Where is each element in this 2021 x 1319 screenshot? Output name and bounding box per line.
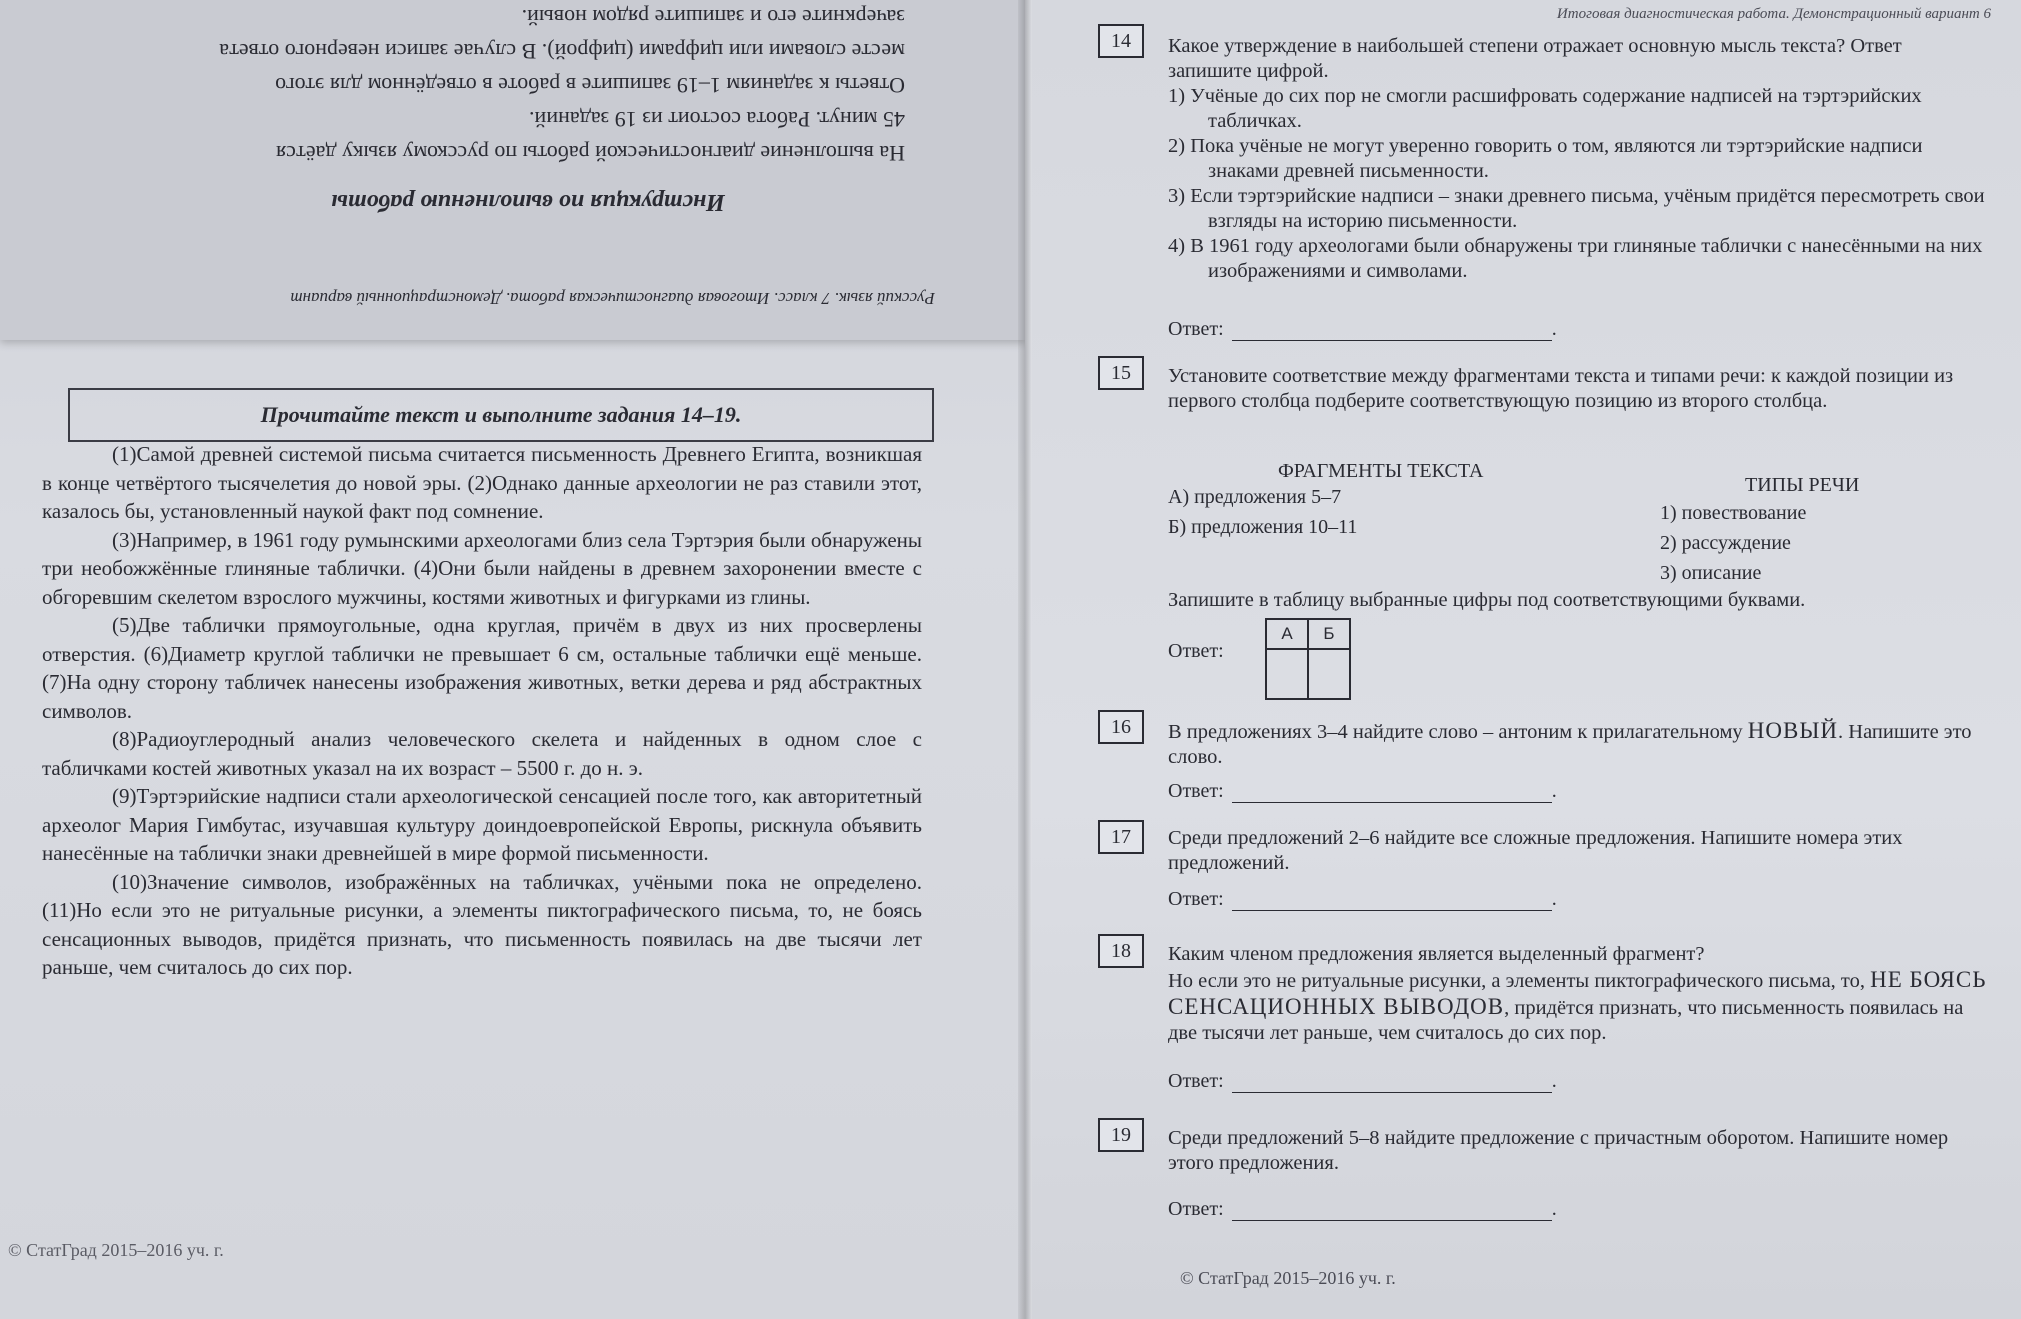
reading-paragraph: (3)Например, в 1961 году румынскими археологами близ села Тэртэрия были обнаружены три необожжённые глиняные таблички. (4)Они были найдены в древнем захоронении вместе с обгоревшим скелетом взрослого мужчины, костями животных и фигурками из глины.	[42, 527, 922, 609]
flap-instructions	[105, 0, 905, 170]
question-14-option-2: 2) Пока учёные не могут уверенно говорить о том, являются ли тэртэрийские надписи знаками древней письменности.	[1168, 135, 1923, 182]
table-header-a: А	[1266, 619, 1308, 649]
answer-blank[interactable]	[1232, 320, 1552, 341]
question-16-text: В предложениях 3–4 найдите слово – антоним к прилагательному	[1168, 721, 1743, 743]
question-number-15: 15	[1098, 356, 1144, 390]
table-header-b: Б	[1308, 619, 1350, 649]
answer-blank[interactable]	[1232, 1200, 1552, 1221]
answer-14[interactable]: Ответ: .	[1168, 318, 1557, 340]
question-18-text-end: , придётся признать, что письменность появилась на две тысячи лет раньше, чем считалось до сих пор.	[1168, 997, 1964, 1044]
reading-paragraph: (1)Самой древней системой письма считается письменность Древнего Египта, возникшая в конце четвёртого тысячелетия до новой эры. (2)Однако данные археологии не раз ставили этот, казалось бы, установленный наукой факт под сомнение.	[42, 442, 922, 523]
reading-text	[42, 440, 922, 982]
answer-cell-b[interactable]	[1308, 649, 1350, 699]
question-18-highlight: НЕ БОЯСЬ СЕНСАЦИОННЫХ ВЫВОДОВ	[1168, 967, 1987, 1019]
question-14-option-3: 3) Если тэртэрийские надписи – знаки древнего письма, учёным придётся пересмотреть свои взгляды на историю письменности.	[1168, 185, 1985, 232]
question-14	[1168, 34, 1988, 284]
flap-line: Ответы к заданиям 1–19 запишите в работе в отведённом для этого	[275, 73, 905, 98]
question-16	[1168, 718, 1988, 770]
fragment-a: А) предложения 5–7	[1168, 486, 1342, 508]
reading-paragraph: (9)Тэртэрийские надписи стали археологической сенсацией после того, как авторитетный археолог Мария Гимбутас, изучавшая культуру доиндоевропейской Европы, рискнула объявить нанесённые на таблички знаки древнейшей в мире формой письменности.	[42, 784, 922, 865]
flap-line: На выполнение диагностической работы по русскому языку даётся	[276, 141, 905, 166]
answer-label: Ответ:	[1168, 1198, 1224, 1220]
question-number-19: 19	[1098, 1118, 1144, 1152]
flap-line: 45 минут. Работа состоит из 19 заданий.	[529, 107, 905, 132]
question-14-option-1: 1) Учёные до сих пор не смогли расшифровать содержание надписей на тэртэрийских табличках.	[1168, 85, 1922, 132]
answer-blank[interactable]	[1232, 782, 1552, 803]
question-number-17: 17	[1098, 820, 1144, 854]
page-fold	[1018, 0, 1032, 1319]
answer-blank[interactable]	[1232, 1072, 1552, 1093]
answer-blank[interactable]	[1232, 890, 1552, 911]
flap-header: Русский язык. 7 класс. Итоговая диагностическая работа. Демонстрационный вариант	[290, 289, 935, 308]
question-18-sentence	[1168, 967, 1988, 1046]
question-number-14: 14	[1098, 24, 1144, 58]
fragment-b: Б) предложения 10–11	[1168, 516, 1358, 538]
copyright-left: © СтатГрад 2015–2016 уч. г.	[8, 1240, 224, 1260]
reading-paragraph: (10)Значение символов, изображённых на табличках, учёными пока не определено. (11)Но если это не ритуальные рисунки, а элементы пиктографического письма, то, не боясь сенсационных выводов, придётся признать, что письменность появилась на две тысячи лет раньше, чем считалось до сих пор.	[42, 869, 922, 979]
question-14-option-4: 4) В 1961 году археологами были обнаружены три глиняные таблички с нанесёнными на них изображениями и символами.	[1168, 235, 1983, 282]
answer-19[interactable]: Ответ: .	[1168, 1198, 1557, 1220]
flap-line: месте словами или цифрами (цифрой). В случае записи неверного ответа	[219, 39, 905, 64]
reading-paragraph: (8)Радиоуглеродный анализ человеческого скелета и найденных в одном слое с табличками костей животных указал на их возраст – 5500 г. до н. э.	[42, 727, 922, 780]
question-19-text: Среди предложений 5–8 найдите предложение с причастным оборотом. Напишите номер этого предложения.	[1168, 1127, 1949, 1174]
reading-task-header: Прочитайте текст и выполните задания 14–19.	[68, 388, 934, 442]
answer-18[interactable]: Ответ: .	[1168, 1070, 1557, 1092]
question-18-line1: Каким членом предложения является выделенный фрагмент?	[1168, 943, 1705, 965]
answer-15-table	[1265, 618, 1351, 700]
answer-label: Ответ:	[1168, 318, 1224, 340]
column-head-speech-types: ТИПЫ РЕЧИ	[1745, 474, 1860, 496]
question-16-keyword: НОВЫЙ	[1747, 718, 1839, 743]
column-head-fragments: ФРАГМЕНТЫ ТЕКСТА	[1278, 460, 1484, 482]
question-number-18: 18	[1098, 934, 1144, 968]
flap-title: Инструкция по выполнению работы	[331, 189, 725, 215]
answer-17[interactable]: Ответ: .	[1168, 888, 1557, 910]
upside-down-flap	[0, 0, 1025, 340]
answer-15-label: Ответ:	[1168, 640, 1224, 662]
answer-cell-a[interactable]	[1266, 649, 1308, 699]
speech-type-1: 1) повествование	[1660, 502, 1807, 524]
copyright-right: © СтатГрад 2015–2016 уч. г.	[1180, 1268, 1396, 1288]
question-18	[1168, 942, 1988, 1046]
question-15-instruction: Запишите в таблицу выбранные цифры под соответствующими буквами.	[1168, 589, 1806, 611]
speech-type-3: 3) описание	[1660, 562, 1762, 584]
answer-label: Ответ:	[1168, 780, 1224, 802]
reading-paragraph: (5)Две таблички прямоугольные, одна круглая, причём в двух из них просверлены отверстия. (6)Диаметр круглой таблички не превышает 6 см, остальные таблички ещё меньше. (7)На одну сторону табличек нанесены изображения животных, ветки дерева и ряд абстрактных символов.	[42, 613, 922, 723]
question-15-text: Установите соответствие между фрагментами текста и типами речи: к каждой позиции из первого столбца подберите соответствующую позицию из второго столбца.	[1168, 365, 1954, 412]
speech-type-2: 2) рассуждение	[1660, 532, 1791, 554]
question-16-text-end: . Напишите это слово.	[1168, 721, 1972, 768]
flap-line: зачеркните его и запишите рядом новый.	[521, 5, 905, 30]
answer-label: Ответ:	[1168, 888, 1224, 910]
question-17-text: Среди предложений 2–6 найдите все сложные предложения. Напишите номера этих предложений.	[1168, 827, 1903, 874]
answer-label: Ответ:	[1168, 1070, 1224, 1092]
question-number-16: 16	[1098, 710, 1144, 744]
question-18-text-start: Но если это не ритуальные рисунки, а элементы пиктографического письма, то,	[1168, 970, 1865, 992]
answer-16[interactable]: Ответ: .	[1168, 780, 1557, 802]
right-page-header: Итоговая диагностическая работа. Демонстрационный вариант 6	[1556, 6, 1991, 22]
question-14-text: Какое утверждение в наибольшей степени отражает основную мысль текста? Ответ запишите цифрой.	[1168, 35, 1902, 82]
